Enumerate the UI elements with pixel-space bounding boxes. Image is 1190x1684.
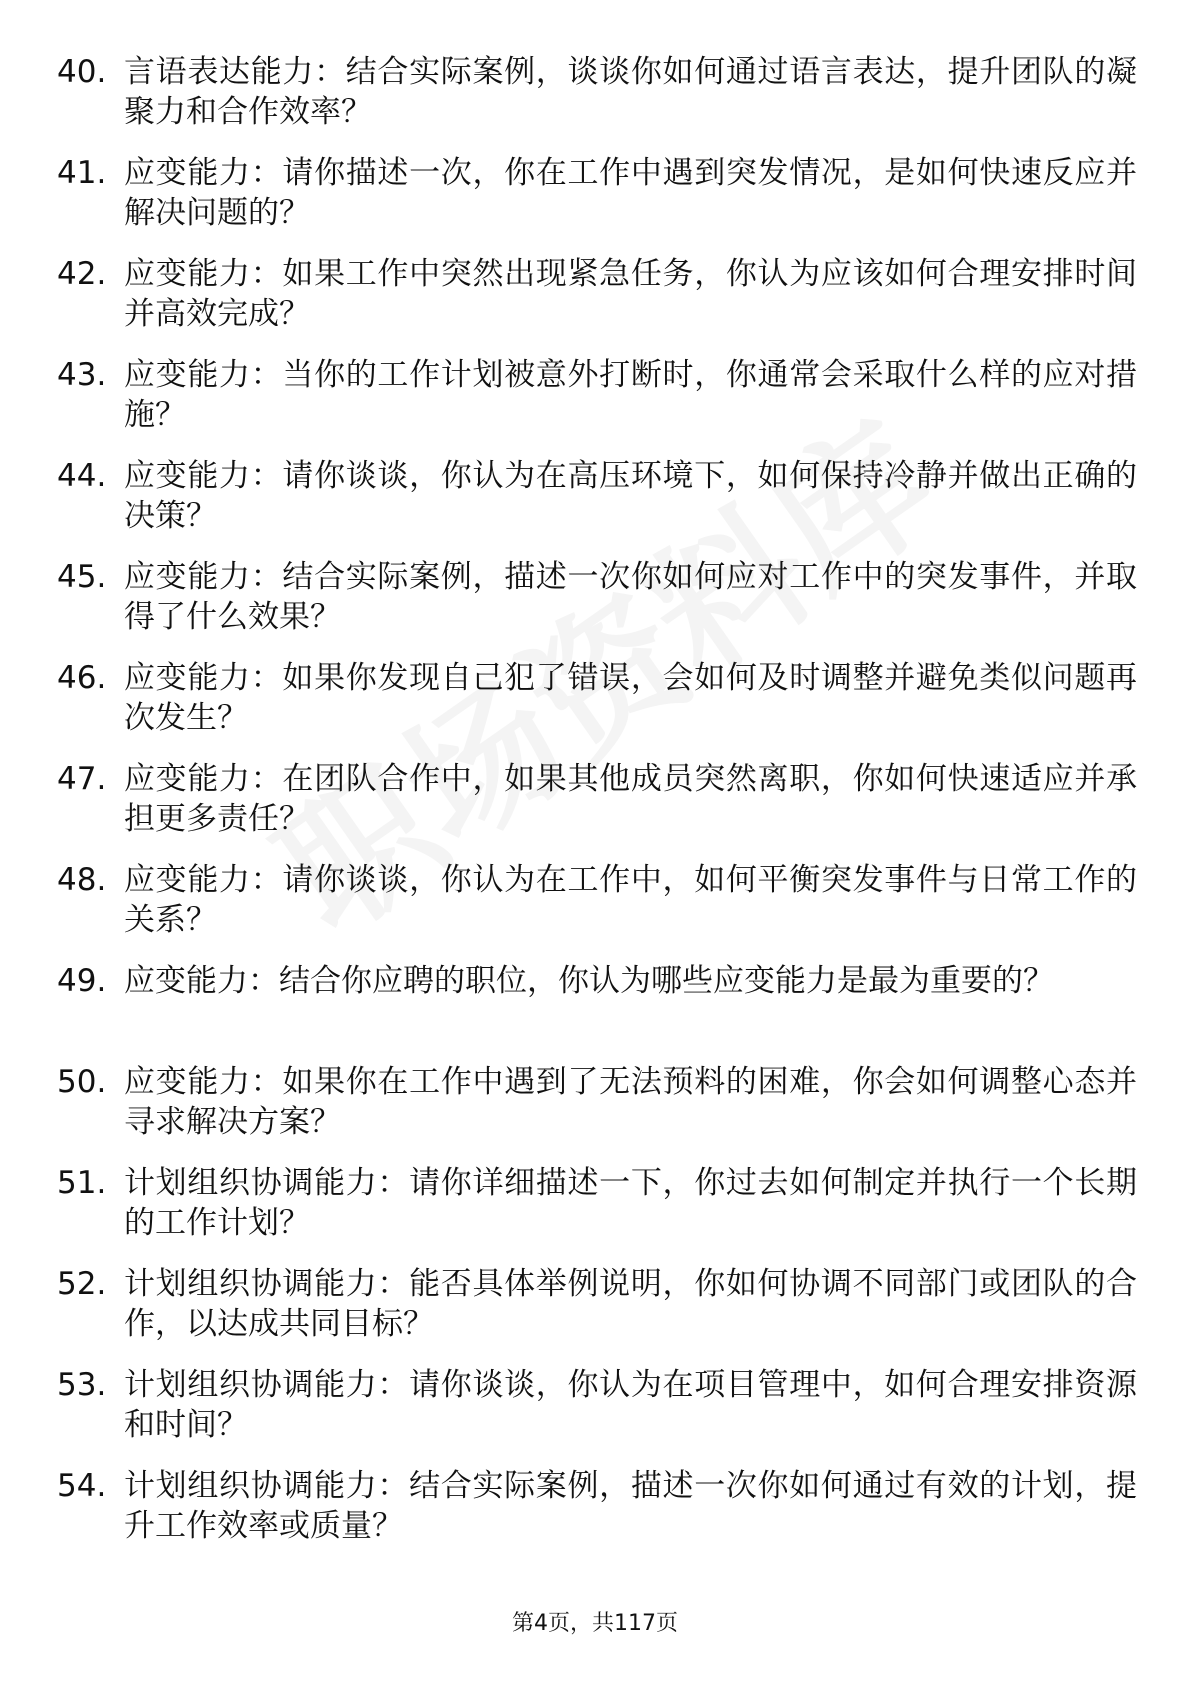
question-text: 计划组织协调能力：请你谈谈，你认为在项目管理中，如何合理安排资源和时间？ xyxy=(124,1367,1137,1443)
question-number: 42. xyxy=(57,256,107,292)
list-item xyxy=(57,961,1137,1041)
question-number: 50. xyxy=(57,1064,107,1100)
question-text: 应变能力：结合实际案例，描述一次你如何应对工作中的突发事件，并取得了什么效果？ xyxy=(124,559,1137,635)
question-number: 48. xyxy=(57,862,107,898)
list-item xyxy=(57,52,1137,132)
question-number: 43. xyxy=(57,357,107,393)
question-text: 言语表达能力：结合实际案例，谈谈你如何通过语言表达，提升团队的凝聚力和合作效率？ xyxy=(124,54,1137,130)
question-text: 应变能力：当你的工作计划被意外打断时，你通常会采取什么样的应对措施？ xyxy=(124,357,1137,433)
list-item xyxy=(57,759,1137,839)
question-number: 45. xyxy=(57,559,107,595)
list-item xyxy=(57,557,1137,637)
question-text: 应变能力：如果你发现自己犯了错误，会如何及时调整并避免类似问题再次发生？ xyxy=(124,660,1137,736)
page-footer: 第4页，共117页 xyxy=(512,1611,678,1636)
list-item xyxy=(57,1365,1137,1445)
list-item xyxy=(57,860,1137,940)
question-number: 53. xyxy=(57,1367,107,1403)
list-item xyxy=(57,456,1137,536)
question-text: 应变能力：请你谈谈，你认为在工作中，如何平衡突发事件与日常工作的关系？ xyxy=(124,862,1137,938)
list-item xyxy=(57,355,1137,435)
question-text: 计划组织协调能力：能否具体举例说明，你如何协调不同部门或团队的合作，以达成共同目标？ xyxy=(124,1266,1137,1342)
list-item xyxy=(57,1163,1137,1243)
list-item xyxy=(57,254,1137,334)
question-text: 应变能力：在团队合作中，如果其他成员突然离职，你如何快速适应并承担更多责任？ xyxy=(124,761,1137,837)
question-number: 46. xyxy=(57,660,107,696)
question-number: 47. xyxy=(57,761,107,797)
question-list xyxy=(57,52,1137,1567)
list-item xyxy=(57,1466,1137,1546)
question-number: 49. xyxy=(57,963,107,999)
question-text: 应变能力：请你谈谈，你认为在高压环境下，如何保持冷静并做出正确的决策？ xyxy=(124,458,1137,534)
question-number: 41. xyxy=(57,155,107,191)
question-text: 应变能力：如果你在工作中遇到了无法预料的困难，你会如何调整心态并寻求解决方案？ xyxy=(124,1064,1137,1140)
question-text: 应变能力：如果工作中突然出现紧急任务，你认为应该如何合理安排时间并高效完成？ xyxy=(124,256,1137,332)
list-item xyxy=(57,153,1137,233)
question-number: 44. xyxy=(57,458,107,494)
question-number: 52. xyxy=(57,1266,107,1302)
question-text: 应变能力：请你描述一次，你在工作中遇到突发情况，是如何快速反应并解决问题的？ xyxy=(124,155,1137,231)
question-text: 应变能力：结合你应聘的职位，你认为哪些应变能力是最为重要的？ xyxy=(124,963,1054,999)
question-number: 51. xyxy=(57,1165,107,1201)
question-number: 54. xyxy=(57,1468,107,1504)
question-text: 计划组织协调能力：请你详细描述一下，你过去如何制定并执行一个长期的工作计划？ xyxy=(124,1165,1137,1241)
question-number: 40. xyxy=(57,54,107,90)
list-item xyxy=(57,1062,1137,1142)
list-item xyxy=(57,658,1137,738)
list-item xyxy=(57,1264,1137,1344)
question-text: 计划组织协调能力：结合实际案例，描述一次你如何通过有效的计划，提升工作效率或质量？ xyxy=(124,1468,1137,1544)
